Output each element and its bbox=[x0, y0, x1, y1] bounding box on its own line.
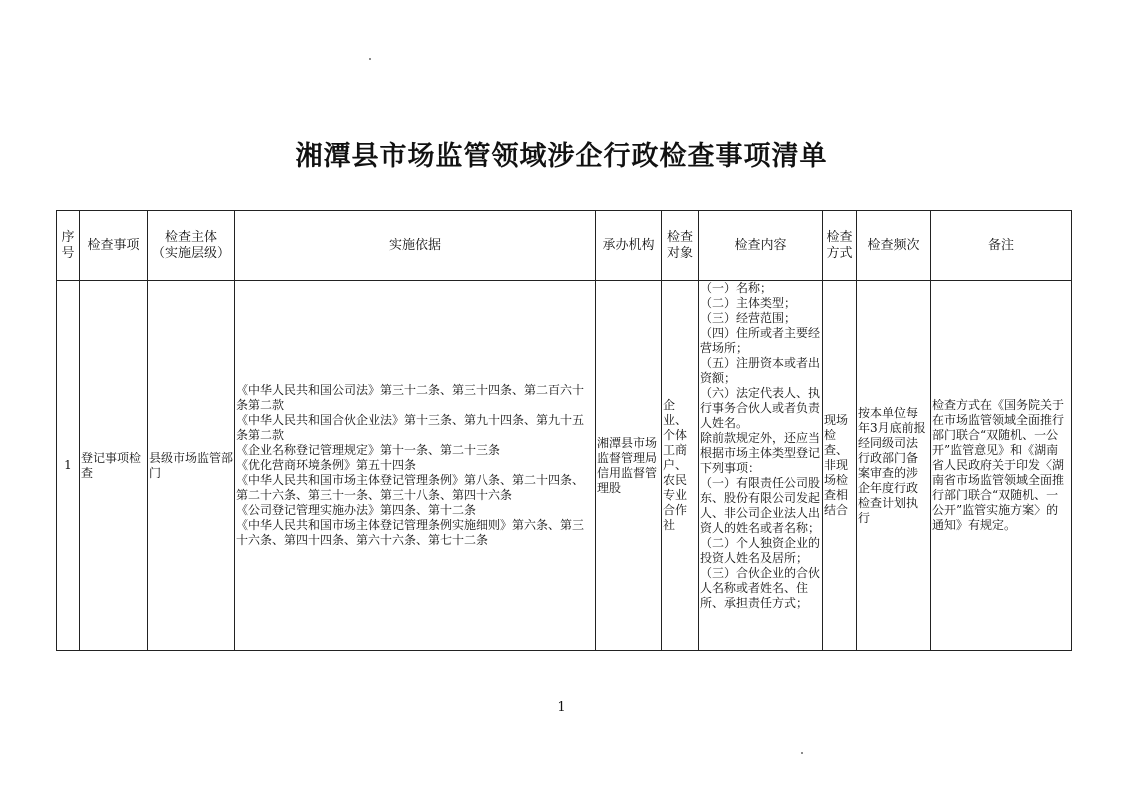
header-target: 检查对象 bbox=[662, 211, 699, 281]
content-line: （五）注册资本或者出资额； bbox=[700, 356, 821, 385]
cell-seq: 1 bbox=[57, 281, 80, 651]
scan-speck bbox=[801, 752, 803, 754]
basis-line: 《中华人民共和国市场主体登记管理条例》第八条、第二十四条、第二十六条、第三十一条、第三十八条、第四十六条 bbox=[236, 473, 585, 502]
cell-freq: 按本单位每年3月底前报经同级司法行政部门备案审查的涉企年度行政检查计划执行 bbox=[857, 281, 931, 651]
header-content: 检查内容 bbox=[699, 211, 823, 281]
cell-subject: 县级市场监管部门 bbox=[148, 281, 235, 651]
table-row bbox=[57, 281, 1072, 651]
header-subject-line2: （实施层级） bbox=[151, 245, 230, 261]
basis-line: 《企业名称登记管理规定》第十一条、第二十三条 bbox=[236, 443, 501, 457]
header-freq: 检查频次 bbox=[857, 211, 931, 281]
inspection-items-table bbox=[56, 210, 1072, 651]
header-org: 承办机构 bbox=[596, 211, 662, 281]
header-seq: 序号 bbox=[57, 211, 80, 281]
content-line: （三）经营范围； bbox=[700, 311, 797, 325]
cell-method: 现场检查、非现场检查相结合 bbox=[823, 281, 857, 651]
content-line: （一）名称； bbox=[700, 281, 773, 295]
cell-content bbox=[699, 281, 823, 651]
basis-line: 《中华人民共和国市场主体登记管理条例实施细则》第六条、第三十六条、第四十四条、第六十六条、第七十二条 bbox=[236, 518, 585, 547]
table-header-row bbox=[57, 211, 1072, 281]
document-title: 湘潭县市场监管领域涉企行政检查事项清单 bbox=[295, 141, 828, 172]
content-line: 除前款规定外，还应当根据市场主体类型登记下列事项： bbox=[700, 431, 821, 475]
content-line: （二）主体类型； bbox=[700, 296, 797, 310]
header-basis: 实施依据 bbox=[235, 211, 596, 281]
header-method: 检查方式 bbox=[823, 211, 857, 281]
cell-item: 登记事项检查 bbox=[80, 281, 148, 651]
header-item: 检查事项 bbox=[80, 211, 148, 281]
cell-notes: 检查方式在《国务院关于在市场监管领域全面推行部门联合“双随机、一公开”监管意见》和《湖南省人民政府关于印发〈湖南省市场监管领域全面推行部门联合“双随机、一公开”监管实施方案〉的通知》有规定。 bbox=[931, 281, 1072, 651]
header-notes: 备注 bbox=[931, 211, 1072, 281]
header-subject-line1: 检查主体 bbox=[164, 229, 217, 245]
scan-speck bbox=[369, 58, 371, 60]
page-number: 1 bbox=[557, 700, 566, 715]
cell-target: 企业、个体工商户、农民专业合作社 bbox=[662, 281, 699, 651]
content-line: （四）住所或者主要经营场所； bbox=[700, 326, 821, 355]
basis-line: 《中华人民共和国公司法》第三十二条、第三十四条、第二百六十条第二款 bbox=[236, 383, 585, 412]
content-line: （六）法定代表人、执行事务合伙人或者负责人姓名。 bbox=[700, 386, 821, 430]
cell-basis bbox=[235, 281, 596, 651]
content-line: （二）个人独资企业的投资人姓名及居所； bbox=[700, 536, 821, 565]
basis-line: 《中华人民共和国合伙企业法》第十三条、第九十四条、第九十五条第二款 bbox=[236, 413, 585, 442]
basis-line: 《公司登记管理实施办法》第四条、第十二条 bbox=[236, 503, 477, 517]
content-line: （三）合伙企业的合伙人名称或者姓名、住所、承担责任方式； bbox=[700, 566, 821, 610]
basis-line: 《优化营商环境条例》第五十四条 bbox=[236, 458, 417, 472]
cell-org: 湘潭县市场监督管理局信用监督管理股 bbox=[596, 281, 662, 651]
header-subject bbox=[148, 211, 235, 281]
content-line: （一）有限责任公司股东、股份有限公司发起人、非公司企业法人出资人的姓名或者名称； bbox=[700, 476, 821, 535]
